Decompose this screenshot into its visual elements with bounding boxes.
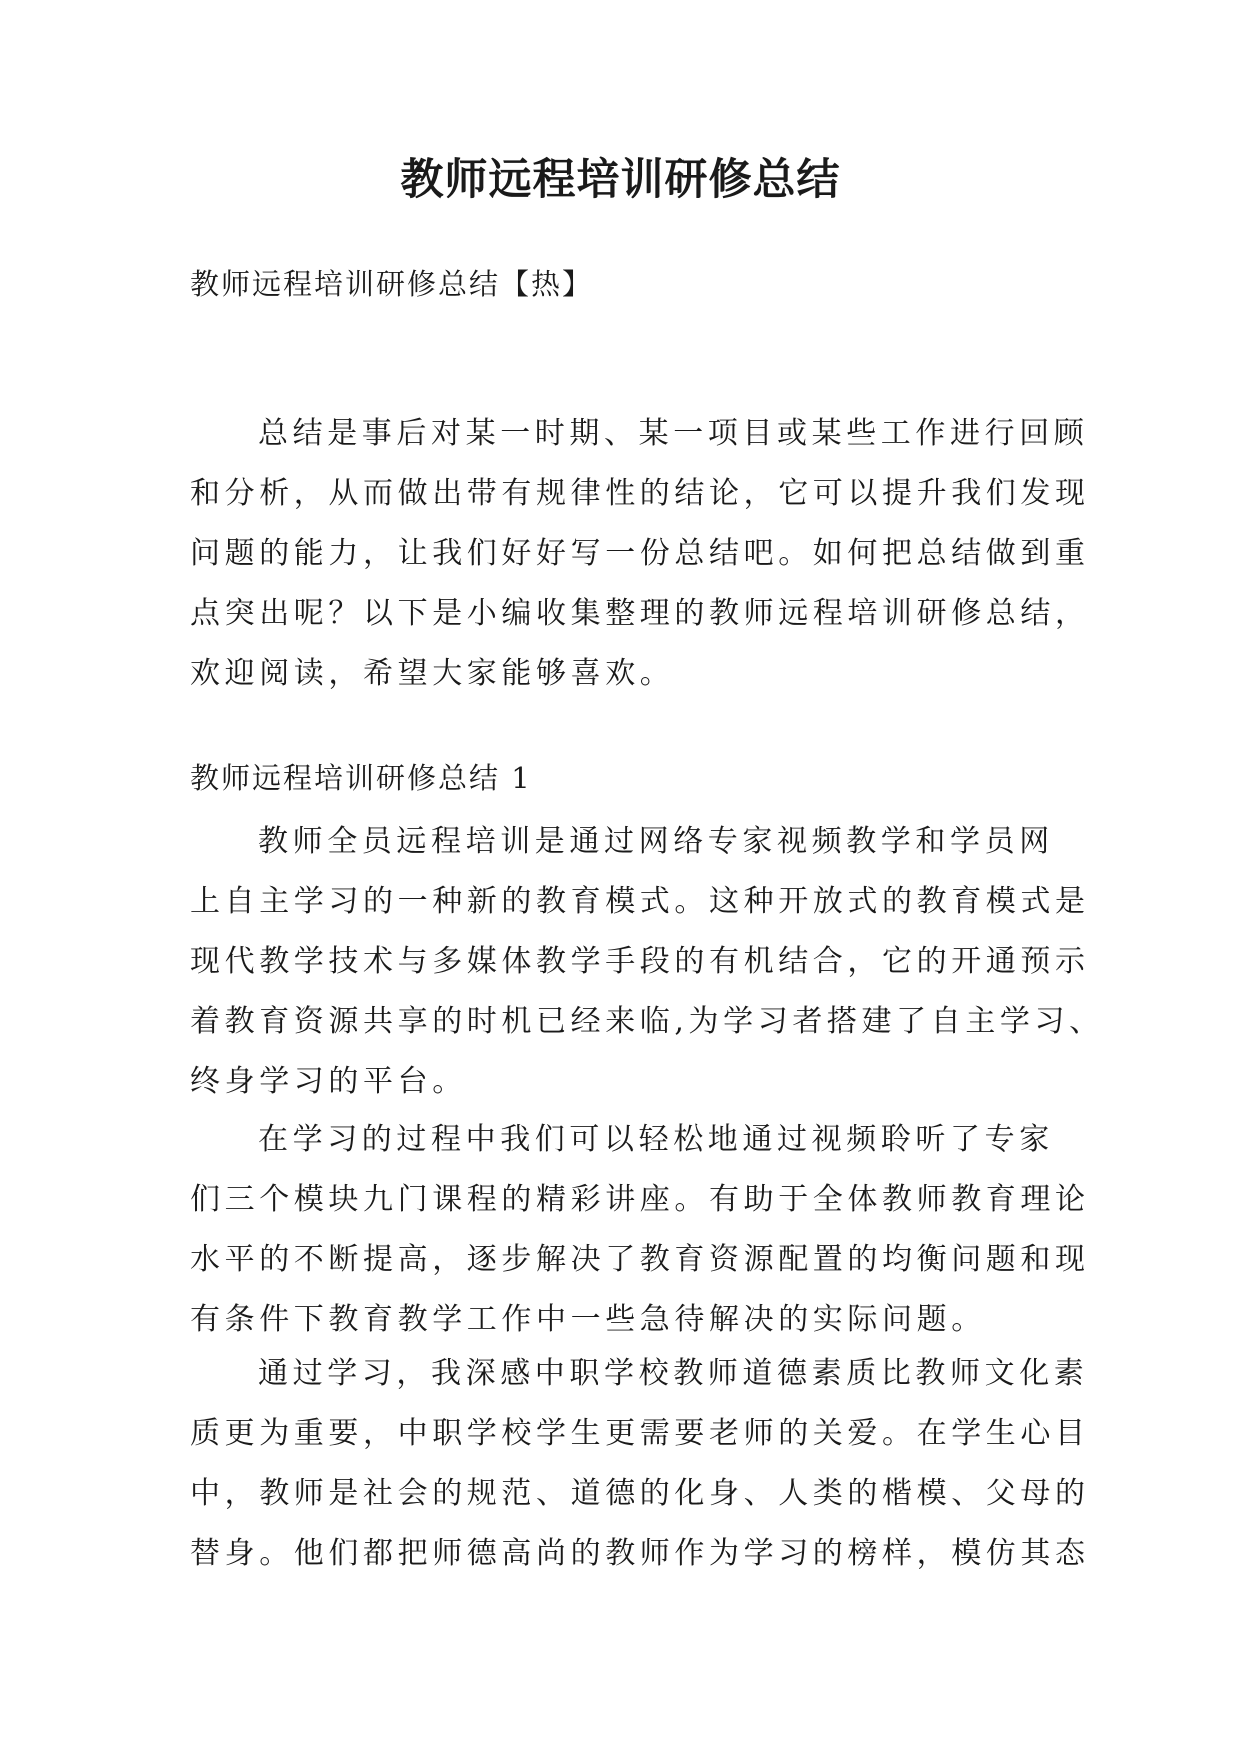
body-paragraph-1 — [190, 812, 1104, 1112]
intro-paragraph — [190, 404, 1090, 704]
text-line: 水平的不断提高，逐步解决了教育资源配置的均衡问题和现 — [190, 1242, 1090, 1277]
text-line: 中，教师是社会的规范、道德的化身、人类的楷模、父母的 — [190, 1476, 1090, 1511]
body-paragraph-3 — [190, 1344, 1090, 1584]
text-line: 点突出呢？以下是小编收集整理的教师远程培训研修总结， — [190, 596, 1090, 631]
text-line: 替身。他们都把师德高尚的教师作为学习的榜样，模仿其态 — [190, 1536, 1090, 1571]
document-subtitle: 教师远程培训研修总结【热】 — [190, 267, 594, 301]
text-line: 在学习的过程中我们可以轻松地通过视频聆听了专家 — [258, 1122, 1054, 1157]
text-line: 现代教学技术与多媒体教学手段的有机结合，它的开通预示 — [190, 944, 1090, 979]
text-line: 问题的能力，让我们好好写一份总结吧。如何把总结做到重 — [190, 536, 1090, 571]
document-title: 教师远程培训研修总结 — [400, 155, 841, 205]
section-heading: 教师远程培训研修总结 1 — [190, 761, 532, 795]
text-line: 着教育资源共享的时机已经来临,为学习者搭建了自主学习、 — [190, 1004, 1104, 1039]
text-line: 有条件下教育教学工作中一些急待解决的实际问题。 — [190, 1302, 986, 1337]
text-line: 教师全员远程培训是通过网络专家视频教学和学员网 — [258, 824, 1054, 859]
text-line: 终身学习的平台。 — [190, 1064, 467, 1099]
text-line: 总结是事后对某一时期、某一项目或某些工作进行回顾 — [258, 416, 1089, 451]
text-line: 和分析，从而做出带有规律性的结论，它可以提升我们发现 — [190, 476, 1090, 511]
text-line: 们三个模块九门课程的精彩讲座。有助于全体教师教育理论 — [190, 1182, 1090, 1217]
text-line: 质更为重要，中职学校学生更需要老师的关爱。在学生心目 — [190, 1416, 1090, 1451]
text-line: 通过学习，我深感中职学校教师道德素质比教师文化素 — [258, 1356, 1089, 1391]
text-line: 欢迎阅读，希望大家能够喜欢。 — [190, 656, 675, 691]
body-paragraph-2 — [190, 1110, 1090, 1350]
text-line: 上自主学习的一种新的教育模式。这种开放式的教育模式是 — [190, 884, 1090, 919]
